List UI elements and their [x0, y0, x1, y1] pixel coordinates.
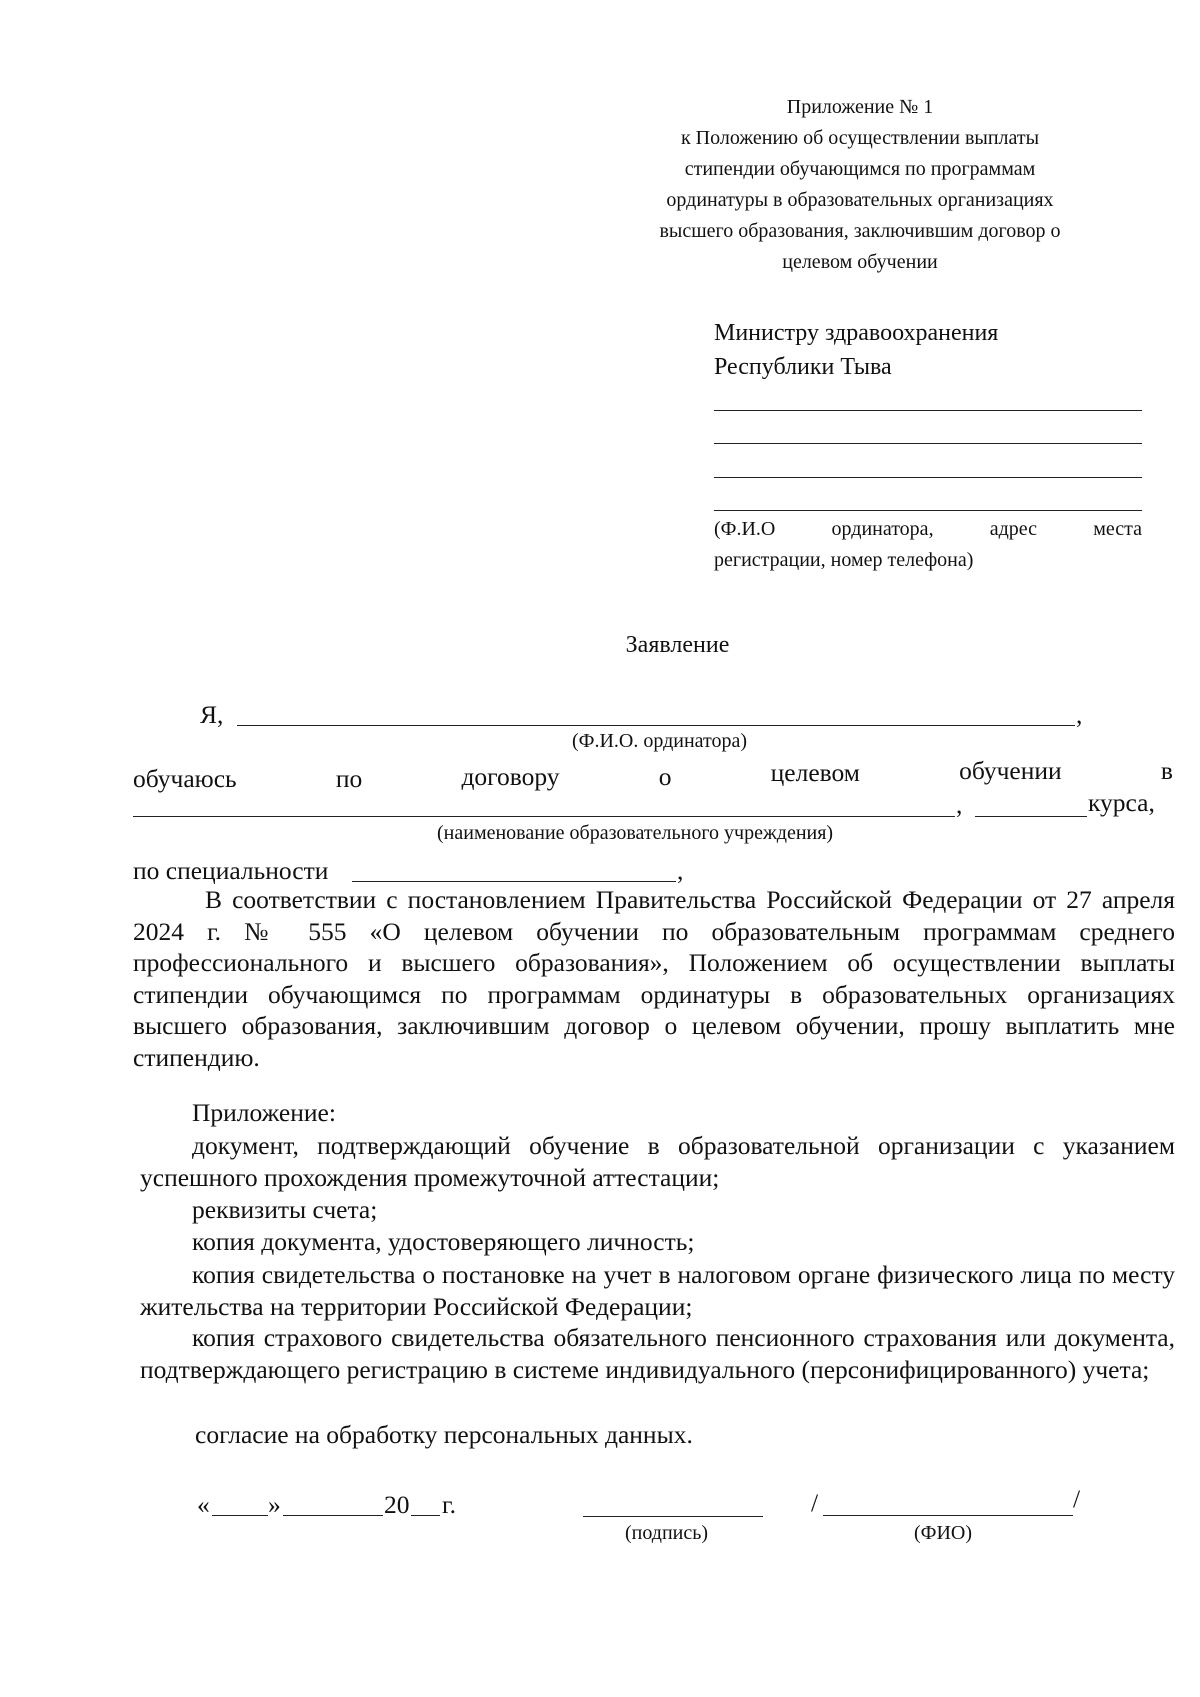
specialty-blank-line[interactable] [352, 881, 676, 882]
attachment-item: реквизиты счета; [192, 1195, 378, 1224]
attachment-item: копия документа, удостоверяющего личность; [192, 1227, 695, 1256]
caption-word: ординатора, [831, 518, 934, 540]
addressee-blank-line-2[interactable] [714, 443, 1142, 444]
addressee-caption [714, 514, 1142, 576]
fio-comma: , [1076, 700, 1083, 729]
date-day-blank[interactable] [212, 1515, 268, 1516]
study-word: о [658, 762, 672, 791]
appendix-line: стипендии обучающимся по программам [684, 158, 1036, 180]
institution-comma: , [956, 790, 963, 819]
i-label: Я, [200, 700, 224, 729]
date-year-suffix: г. [442, 1490, 456, 1519]
study-word: целевом [770, 758, 860, 787]
fio-blank-line[interactable] [237, 725, 1075, 726]
addressee-line-2: Республики Тыва [714, 354, 892, 380]
attachment-item: копия свидетельства о постановке на учет в налоговом органе физического лица по месту жительства на территории Российской Федерации; [140, 1260, 1175, 1321]
study-word: обучении [959, 756, 1062, 785]
signature-blank-line[interactable] [583, 1516, 763, 1517]
date-month-blank[interactable] [283, 1515, 383, 1516]
fio-signature-caption: (ФИО) [914, 1522, 973, 1544]
main-paragraph: В соответствии с постановлением Правительства Российской Федерации от 27 апреля 2024 г. № 555 «О целевом обучении по образовательным программам среднего профессионального и высшего образования», Положением об осуществлении выплаты стипендии обучающимся по программам ординатуры в образовательных организациях высшего образования, заключившим договор о целевом обучении, прошу выплатить мне стипендию. [133, 885, 1175, 1072]
caption-word: места [1093, 518, 1142, 540]
addressee-blank-line-4[interactable] [714, 510, 1142, 511]
signature-caption: (подпись) [625, 1522, 709, 1544]
study-word: договору [461, 762, 560, 791]
course-blank-line[interactable] [975, 816, 1087, 817]
appendix-line: к Положению об осуществлении выплаты [680, 127, 1040, 149]
study-word: обучаюсь [133, 764, 237, 793]
appendix-line: ординатуры в образовательных организациях [666, 189, 1054, 211]
fio-slash-open: / [811, 1488, 819, 1517]
date-year-blank[interactable] [411, 1515, 440, 1516]
fio-slash-close: / [1073, 1484, 1081, 1513]
course-label: курса, [1088, 788, 1155, 817]
study-word: по [335, 764, 363, 793]
appendix-line: целевом обучении [782, 251, 938, 273]
appendix-line: высшего образования, заключившим договор о [659, 220, 1061, 242]
addressee-block [714, 316, 1144, 384]
attachments-label: Приложение: [192, 1098, 336, 1127]
addressee-blank-line-3[interactable] [714, 477, 1142, 478]
fio-caption: (Ф.И.О. ординатора) [572, 730, 748, 752]
appendix-title: Приложение № 1 [786, 96, 934, 118]
document-title: Заявление [625, 632, 730, 658]
study-line [133, 758, 1173, 794]
addressee-caption-line-2: регистрации, номер телефона) [714, 549, 974, 571]
attachment-item: копия страхового свидетельства обязательного пенсионного страхования или документа, подтверждающего регистрацию в системе индивидуального (персонифицированного) учета; [140, 1323, 1175, 1384]
date-quote-open: « [197, 1490, 210, 1519]
date-quote-close: » [268, 1490, 281, 1519]
study-word: в [1160, 756, 1173, 785]
attachment-item: документ, подтверждающий обучение в образовательной организации с указанием успешного прохождения промежуточной аттестации; [140, 1131, 1175, 1192]
attachment-item: согласие на обработку персональных данных. [195, 1420, 693, 1449]
institution-blank-line[interactable] [133, 816, 955, 817]
date-year-prefix: 20 [384, 1490, 410, 1519]
caption-word: (Ф.И.О [714, 518, 776, 540]
addressee-line-1: Министру здравоохранения [714, 320, 999, 346]
caption-word: адрес [989, 518, 1038, 540]
addressee-blank-line-1[interactable] [714, 410, 1142, 411]
addressee-caption-line-1 [714, 514, 1142, 545]
fio-signature-blank-line[interactable] [823, 1515, 1073, 1516]
institution-caption: (наименование образовательного учреждения) [437, 822, 834, 844]
specialty-label: по специальности [133, 856, 329, 885]
appendix-header [620, 92, 1100, 278]
specialty-comma: , [677, 856, 684, 885]
